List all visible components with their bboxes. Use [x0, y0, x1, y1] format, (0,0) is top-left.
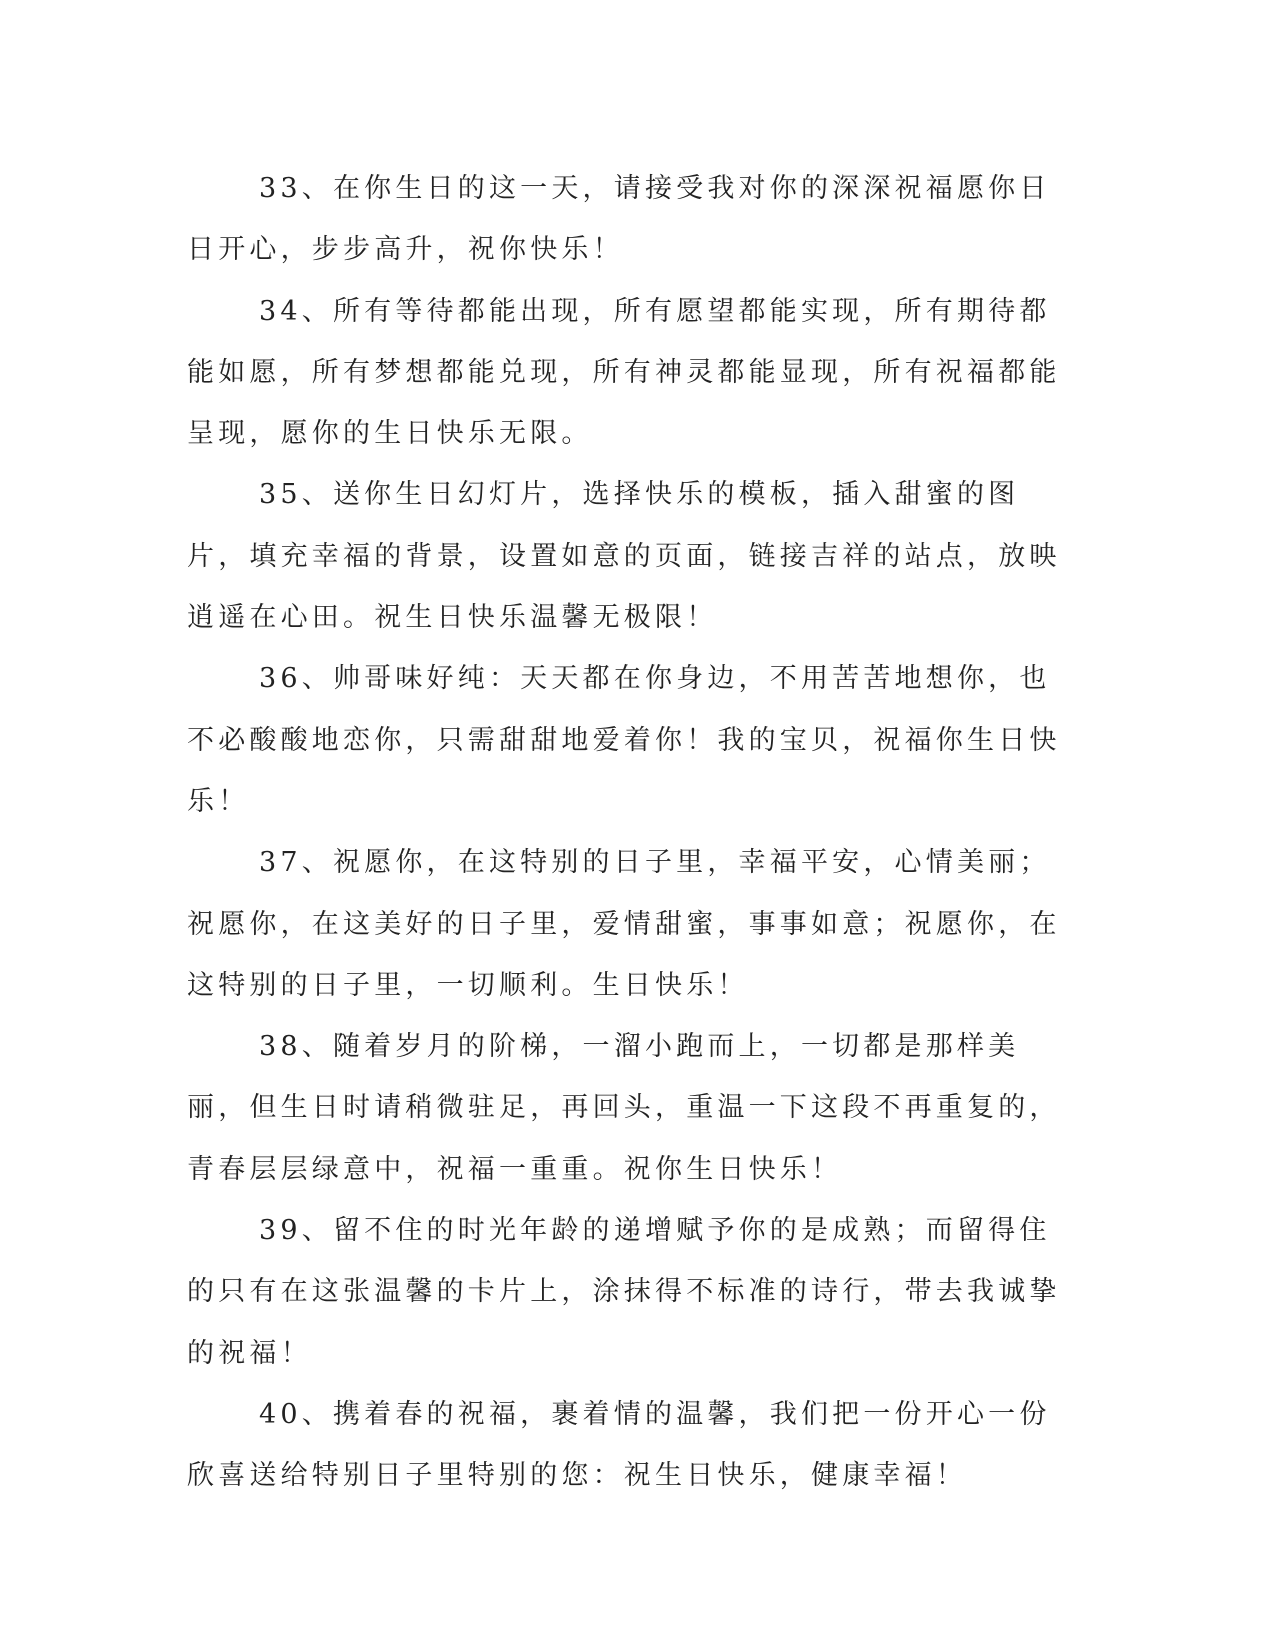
paragraph-40: 40、携着春的祝福，裹着情的温馨，我们把一份开心一份欣喜送给特别日子里特别的您：祝生日快乐，健康幸福！ [187, 1398, 1051, 1492]
paragraph-35: 35、送你生日幻灯片，选择快乐的模板，插入甜蜜的图片，填充幸福的背景，设置如意的页面，链接吉祥的站点，放映逍遥在心田。祝生日快乐温馨无极限！ [187, 479, 1061, 634]
paragraph-33: 33、在你生日的这一天，请接受我对你的深深祝福愿你日日开心，步步高升，祝你快乐！ [187, 173, 1051, 266]
paragraph-34: 34、所有等待都能出现，所有愿望都能实现，所有期待都能如愿，所有梦想都能兑现，所有神灵都能显现，所有祝福都能呈现，愿你的生日快乐无限。 [187, 295, 1061, 450]
paragraph-39: 39、留不住的时光年龄的递增赋予你的是成熟；而留得住的只有在这张温馨的卡片上，涂抹得不标准的诗行，带去我诚挚的祝福！ [187, 1215, 1061, 1369]
document-body [187, 158, 1067, 1507]
paragraph-38: 38、随着岁月的阶梯，一溜小跑而上，一切都是那样美丽，但生日时请稍微驻足，再回头，重温一下这段不再重复的，青春层层绿意中，祝福一重重。祝你生日快乐！ [187, 1031, 1061, 1185]
paragraph-37: 37、祝愿你，在这特别的日子里，幸福平安，心情美丽；祝愿你，在这美好的日子里，爱情甜蜜，事事如意；祝愿你，在这特别的日子里，一切顺利。生日快乐！ [187, 847, 1061, 1001]
paragraph-36: 36、帅哥味好纯：天天都在你身边，不用苦苦地想你，也不必酸酸地恋你，只需甜甜地爱着你！我的宝贝，祝福你生日快乐！ [187, 663, 1061, 817]
